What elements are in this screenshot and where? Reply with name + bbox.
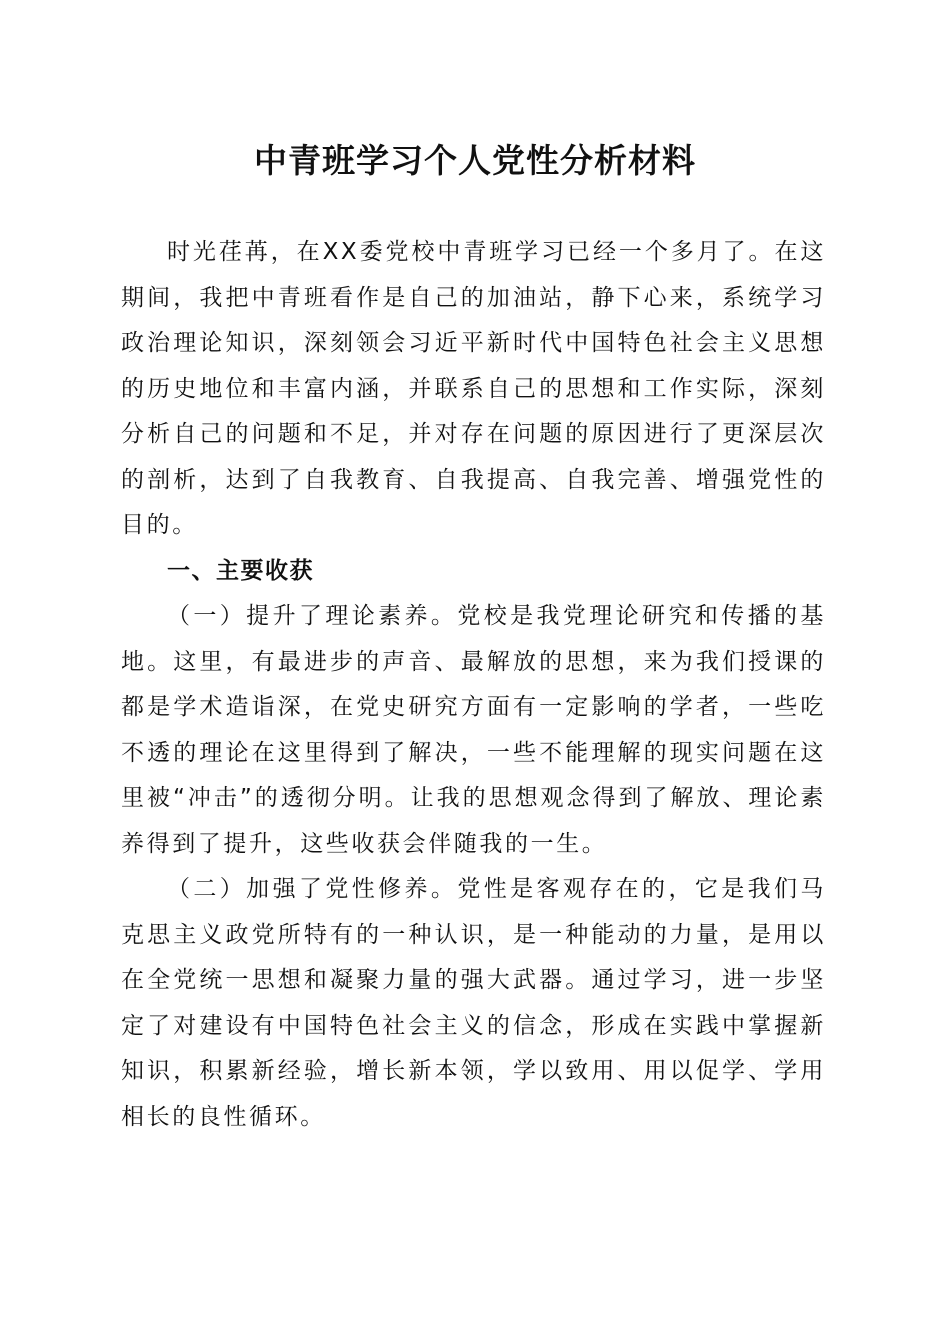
document-body bbox=[121, 230, 826, 1140]
paragraph-party-spirit-text: 党性是客观存在的，它是我们马克思主义政党所特有的一种认识，是一种能动的力量，是用以在全党统一思想和凝聚力量的强大武器。通过学习，进一步坚定了对建设有中国特色社会主义的信念，形成在实践中掌握新知识，积累新经验，增长新本领，学以致用、用以促学、学用相长的良性循环。 bbox=[121, 876, 826, 1130]
paragraph-theory-lead: （一）提升了理论素养。 bbox=[167, 603, 458, 629]
paragraph-party-spirit bbox=[121, 867, 826, 1140]
paragraph-theory bbox=[121, 594, 826, 867]
paragraph-party-spirit-lead: （二）加强了党性修养。 bbox=[167, 876, 458, 902]
paragraph-theory-text: 党校是我党理论研究和传播的基地。这里，有最进步的声音、最解放的思想，来为我们授课的都是学术造诣深，在党史研究方面有一定影响的学者，一些吃不透的理论在这里得到了解决，一些不能理解的现实问题在这里被“冲击”的透彻分明。让我的思想观念得到了解放、理论素养得到了提升，这些收获会伴随我的一生。 bbox=[121, 603, 826, 857]
document-title: 中青班学习个人党性分析材料 bbox=[254, 141, 696, 180]
section-heading-main-gains: 一、主要收获 bbox=[167, 557, 314, 584]
intro-paragraph: 时光荏苒，在XX委党校中青班学习已经一个多月了。在这期间，我把中青班看作是自己的加油站，静下心来，系统学习政治理论知识，深刻领会习近平新时代中国特色社会主义思想的历史地位和丰富内涵，并联系自己的思想和工作实际，深刻分析自己的问题和不足，并对存在问题的原因进行了更深层次的剖析，达到了自我教育、自我提高、自我完善、增强党性的目的。 bbox=[121, 239, 826, 538]
